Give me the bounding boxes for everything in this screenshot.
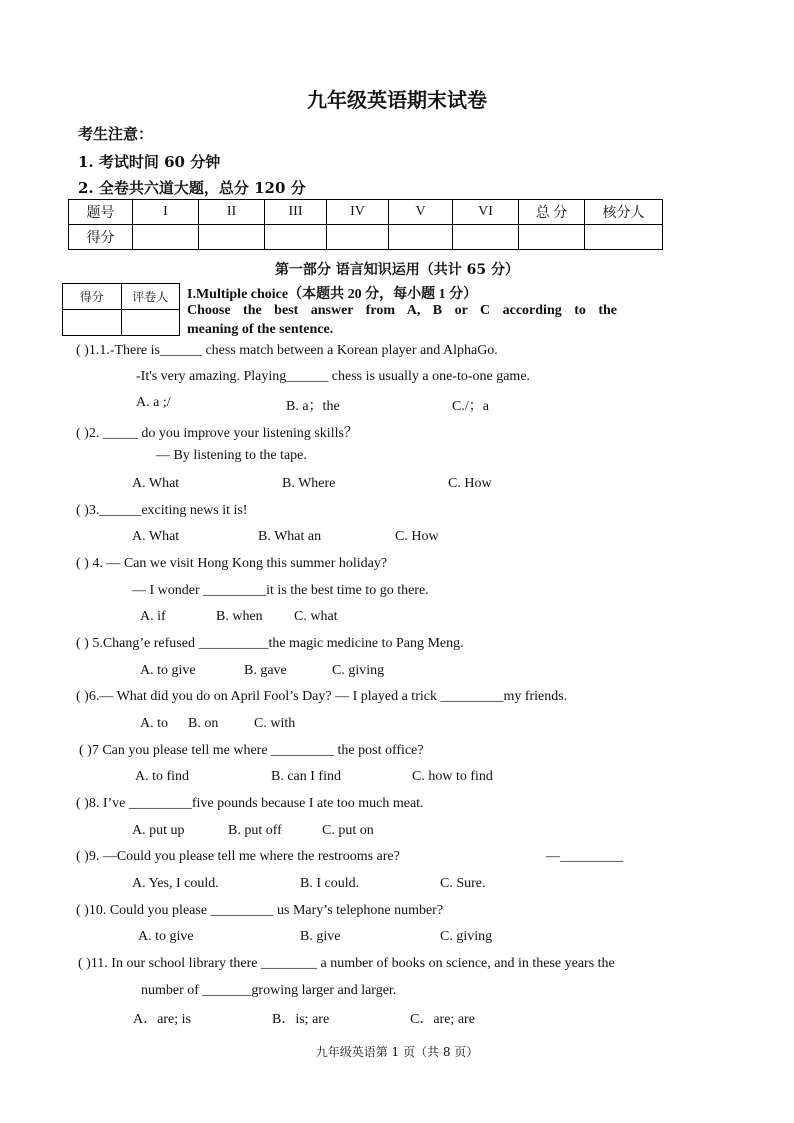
score-cell[interactable]	[265, 225, 327, 250]
exam-title: 九年级英语期末试卷	[307, 88, 487, 112]
question-11-stem: ( )11. In our school library there ________ a number of books on science, and in these years the	[78, 956, 615, 971]
question-6-stem: ( )6.— What did you do on April Fool’s Day? — I played a trick _________my friends.	[76, 689, 568, 704]
question-11-option-b[interactable]: B．is; are	[272, 1012, 330, 1027]
question-9-option-c[interactable]: C. Sure.	[440, 876, 486, 891]
question-8-option-a[interactable]: A. put up	[132, 823, 185, 838]
question-11-stem-2: number of _______growing larger and larger.	[141, 983, 397, 998]
part-title: 第一部分 语言知识运用（共计 65 分）	[274, 262, 520, 278]
question-9-stem-tail: —_________	[546, 849, 623, 864]
question-9-option-a[interactable]: A. Yes, I could.	[132, 876, 219, 891]
question-10-option-c[interactable]: C. giving	[440, 929, 493, 944]
grader-name-label: 评卷人	[121, 284, 180, 310]
page-footer: 九年级英语第 1 页（共 8 页）	[315, 1045, 479, 1059]
question-8-stem: ( )8. I’ve _________five pounds because I ate too much meat.	[76, 796, 424, 811]
question-3-stem: ( )3.______exciting news it is!	[76, 503, 248, 518]
question-1-option-a[interactable]: A. a ;/	[136, 395, 171, 410]
score-table-header-cell: 总 分	[519, 200, 585, 225]
question-7-option-b[interactable]: B. can I find	[271, 769, 341, 784]
score-table-score-row	[69, 225, 663, 250]
question-7-option-a[interactable]: A. to find	[135, 769, 190, 784]
grader-score-cell[interactable]	[63, 310, 122, 336]
question-3-option-b[interactable]: B. What an	[258, 529, 322, 544]
grader-score-label: 得分	[63, 284, 122, 310]
question-6-option-b[interactable]: B. on	[188, 716, 219, 731]
question-4-option-b[interactable]: B. when	[216, 609, 263, 624]
question-1-stem-2: -It's very amazing. Playing______ chess is usually a one-to-one game.	[136, 369, 531, 384]
question-5-option-a[interactable]: A. to give	[140, 663, 196, 678]
question-2-stem: ( )2. _____ do you improve your listening skills？	[76, 426, 358, 441]
question-4-option-a[interactable]: A. if	[140, 609, 166, 624]
score-table-header-cell: IV	[327, 200, 389, 225]
question-4-stem: ( ) 4. — Can we visit Hong Kong this summer holiday?	[76, 556, 388, 571]
question-11-option-a[interactable]: A．are; is	[133, 1012, 191, 1027]
score-cell[interactable]	[519, 225, 585, 250]
question-10-stem: ( )10. Could you please _________ us Mary’s telephone number?	[76, 903, 444, 918]
section-title: I.Multiple choice（本题共 20 分，每小题 1 分）	[187, 287, 478, 302]
question-5-stem: ( ) 5.Chang’e refused __________the magic medicine to Pang Meng.	[76, 636, 464, 651]
grader-box	[62, 283, 180, 336]
question-10-option-b[interactable]: B. give	[300, 929, 341, 944]
question-1-option-b[interactable]: B. a；the	[286, 399, 340, 414]
question-2-option-a[interactable]: A. What	[132, 476, 180, 491]
score-cell[interactable]	[389, 225, 453, 250]
score-row-label: 得分	[69, 225, 133, 250]
score-table-header-cell: II	[199, 200, 265, 225]
question-1-stem: ( )1.1.-There is______ chess match between a Korean player and AlphaGo.	[76, 343, 498, 358]
score-table-header-cell: I	[133, 200, 199, 225]
question-7-stem: ( )7 Can you please tell me where _________ the post office?	[79, 743, 424, 758]
question-6-option-a[interactable]: A. to	[140, 716, 168, 731]
score-cell[interactable]	[327, 225, 389, 250]
section-instruction	[187, 301, 617, 339]
question-6-option-c[interactable]: C. with	[254, 716, 296, 731]
question-9-option-b[interactable]: B. I could.	[300, 876, 360, 891]
score-table-header-cell: 核分人	[585, 200, 663, 225]
score-table-header-row	[69, 200, 663, 225]
question-3-option-a[interactable]: A. What	[132, 529, 180, 544]
score-table-header-cell: 题号	[69, 200, 133, 225]
question-7-option-c[interactable]: C. how to find	[412, 769, 493, 784]
score-cell[interactable]	[585, 225, 663, 250]
grader-name-cell[interactable]	[121, 310, 180, 336]
question-10-option-a[interactable]: A. to give	[138, 929, 194, 944]
question-2-option-b[interactable]: B. Where	[282, 476, 336, 491]
notice-item-2: 2. 全卷共六道大题，总分 120 分	[78, 179, 306, 197]
section-instruction-line-2: meaning of the sentence.	[187, 322, 334, 337]
question-4-stem-2: — I wonder _________it is the best time to go there.	[132, 583, 429, 598]
score-table-header-cell: V	[389, 200, 453, 225]
question-2-stem-2: — By listening to the tape.	[156, 448, 307, 463]
question-8-option-c[interactable]: C. put on	[322, 823, 374, 838]
notice-item-1: 1. 考试时间 60 分钟	[78, 153, 221, 171]
question-4-option-c[interactable]: C. what	[294, 609, 338, 624]
question-2-option-c[interactable]: C. How	[448, 476, 492, 491]
question-5-option-b[interactable]: B. gave	[244, 663, 287, 678]
question-9-stem: ( )9. —Could you please tell me where the restrooms are?	[76, 849, 400, 864]
score-cell[interactable]	[453, 225, 519, 250]
score-cell[interactable]	[199, 225, 265, 250]
score-cell[interactable]	[133, 225, 199, 250]
question-11-option-c[interactable]: C．are; are	[410, 1012, 475, 1027]
section-instruction-line-1: Choose the best answer from A, B or C according to the	[187, 303, 617, 318]
question-8-option-b[interactable]: B. put off	[228, 823, 282, 838]
question-3-option-c[interactable]: C. How	[395, 529, 439, 544]
score-table-header-cell: VI	[453, 200, 519, 225]
score-table	[68, 199, 663, 250]
score-table-header-cell: III	[265, 200, 327, 225]
question-1-option-c[interactable]: C./；a	[452, 399, 489, 414]
question-5-option-c[interactable]: C. giving	[332, 663, 385, 678]
notice-heading: 考生注意：	[78, 125, 154, 143]
